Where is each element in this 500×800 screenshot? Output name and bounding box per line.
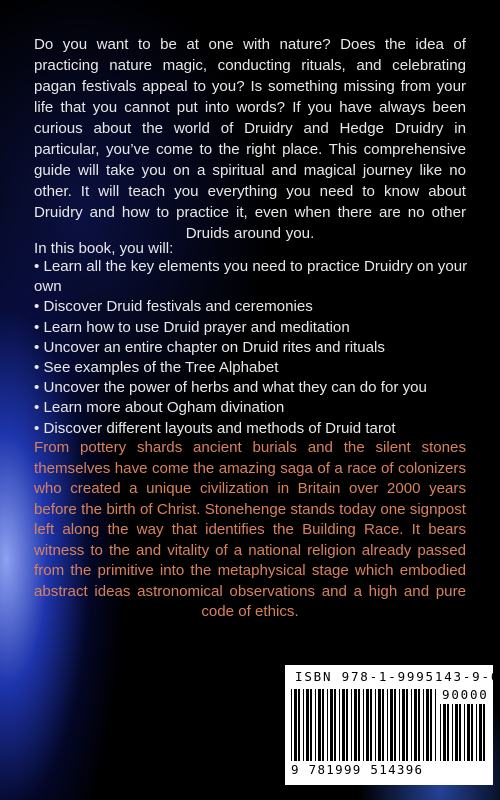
barcode-bar: [375, 689, 376, 761]
barcode-bar: [322, 689, 324, 761]
barcode-bar: [483, 704, 485, 761]
barcode-bar: [354, 689, 357, 761]
isbn-label: ISBN 978-1-9995143-9-6: [295, 669, 500, 684]
barcode-bar: [402, 689, 405, 761]
barcode-bar: [315, 689, 316, 761]
barcode-bar: [464, 704, 465, 761]
intro-paragraph: Do you want to be at one with nature? Does the idea of practicing nature magic, conducting rituals, and celebrating pagan festivals appeal to you? Is something missing from your life that you cannot put into words? If you have always been curious about the world of Druidry and Hedge Druidry in particular, you’ve come to the right place. This comprehensive guide will take you on a spiritual and magical journey like no other. It will teach you everything you need to know about Druidry and how to practice it, even when there are no other Druids around you.: [34, 36, 466, 242]
barcode-bar: [363, 689, 364, 761]
barcode-bar: [334, 689, 336, 761]
list-item: • Uncover an entire chapter on Druid rites and rituals: [34, 338, 385, 356]
barcode-bar: [387, 689, 388, 761]
barcode-bar: [430, 689, 432, 761]
barcode-bar: [303, 689, 304, 761]
barcode-bar: [291, 689, 292, 761]
barcode-bar: [467, 704, 470, 761]
barcode-bar: [423, 689, 424, 761]
price-addon-label: 90000: [442, 687, 489, 702]
barcode-bar: [310, 689, 312, 761]
list-heading: In this book, you will:: [34, 240, 174, 257]
barcode-bar: [479, 704, 482, 761]
list-item: • Discover Druid festivals and ceremonies: [34, 298, 313, 316]
barcode-bar: [366, 689, 369, 761]
barcode-bar: [418, 689, 420, 761]
barcode-bar: [414, 689, 417, 761]
barcode-bar: [306, 689, 309, 761]
barcode-bar: [342, 689, 345, 761]
barcode-bar: [440, 704, 441, 761]
barcode-bar: [358, 689, 360, 761]
barcode-bar: [370, 689, 372, 761]
list-item: • See examples of the Tree Alphabet: [34, 359, 279, 377]
barcode-bar: [455, 704, 458, 761]
barcode-bar: [298, 689, 300, 761]
barcode-bar: [378, 689, 381, 761]
history-paragraph: From pottery shards ancient burials and the silent stones themselves have come the amazing saga of a race of colonizers who created a unique civilization in Britain over 2000 years before the birth of Christ. Stonehenge stands today one signpost left along the way that identifies the Building Race. It bears witness to the and vitality of a national religion already passed from the primitive into the metaphysical stage which embodied abstract ideas astronomical observations and a high and pure code of ethics.: [34, 439, 466, 620]
barcode-bar: [435, 689, 436, 761]
barcode-bar: [330, 689, 333, 761]
barcode-bar: [459, 704, 461, 761]
ean-number: 9 781999 514396: [291, 762, 424, 777]
barcode-bar: [426, 689, 429, 761]
list-item: • Learn more about Ogham divination: [34, 399, 285, 417]
list-item: • Learn how to use Druid prayer and meditation: [34, 318, 350, 336]
barcode-bar: [471, 704, 473, 761]
barcode-bar: [406, 689, 408, 761]
barcode-bar: [452, 704, 453, 761]
barcode-bar: [399, 689, 400, 761]
barcode-bar: [351, 689, 352, 761]
barcode-bar: [394, 689, 396, 761]
list-item: • Uncover the power of herbs and what they can do for you: [34, 379, 427, 397]
list-item: • Learn all the key elements you need to practice Druidry on your own: [34, 258, 468, 296]
barcode-bar: [447, 704, 449, 761]
barcode-bar: [327, 689, 328, 761]
isbn-barcode: [285, 665, 500, 785]
addon-barcode-bars: [440, 704, 488, 761]
barcode-bar: [382, 689, 384, 761]
barcode-bars: [291, 689, 436, 761]
barcode-bar: [339, 689, 340, 761]
barcode-bar: [411, 689, 412, 761]
barcode-bar: [346, 689, 348, 761]
barcode-bar: [390, 689, 393, 761]
list-item: • Discover different layouts and methods of Druid tarot: [34, 419, 396, 437]
feature-list: [34, 257, 474, 439]
barcode-bar: [294, 689, 297, 761]
barcode-bar: [476, 704, 477, 761]
barcode-bar: [443, 704, 446, 761]
barcode-bar: [318, 689, 321, 761]
